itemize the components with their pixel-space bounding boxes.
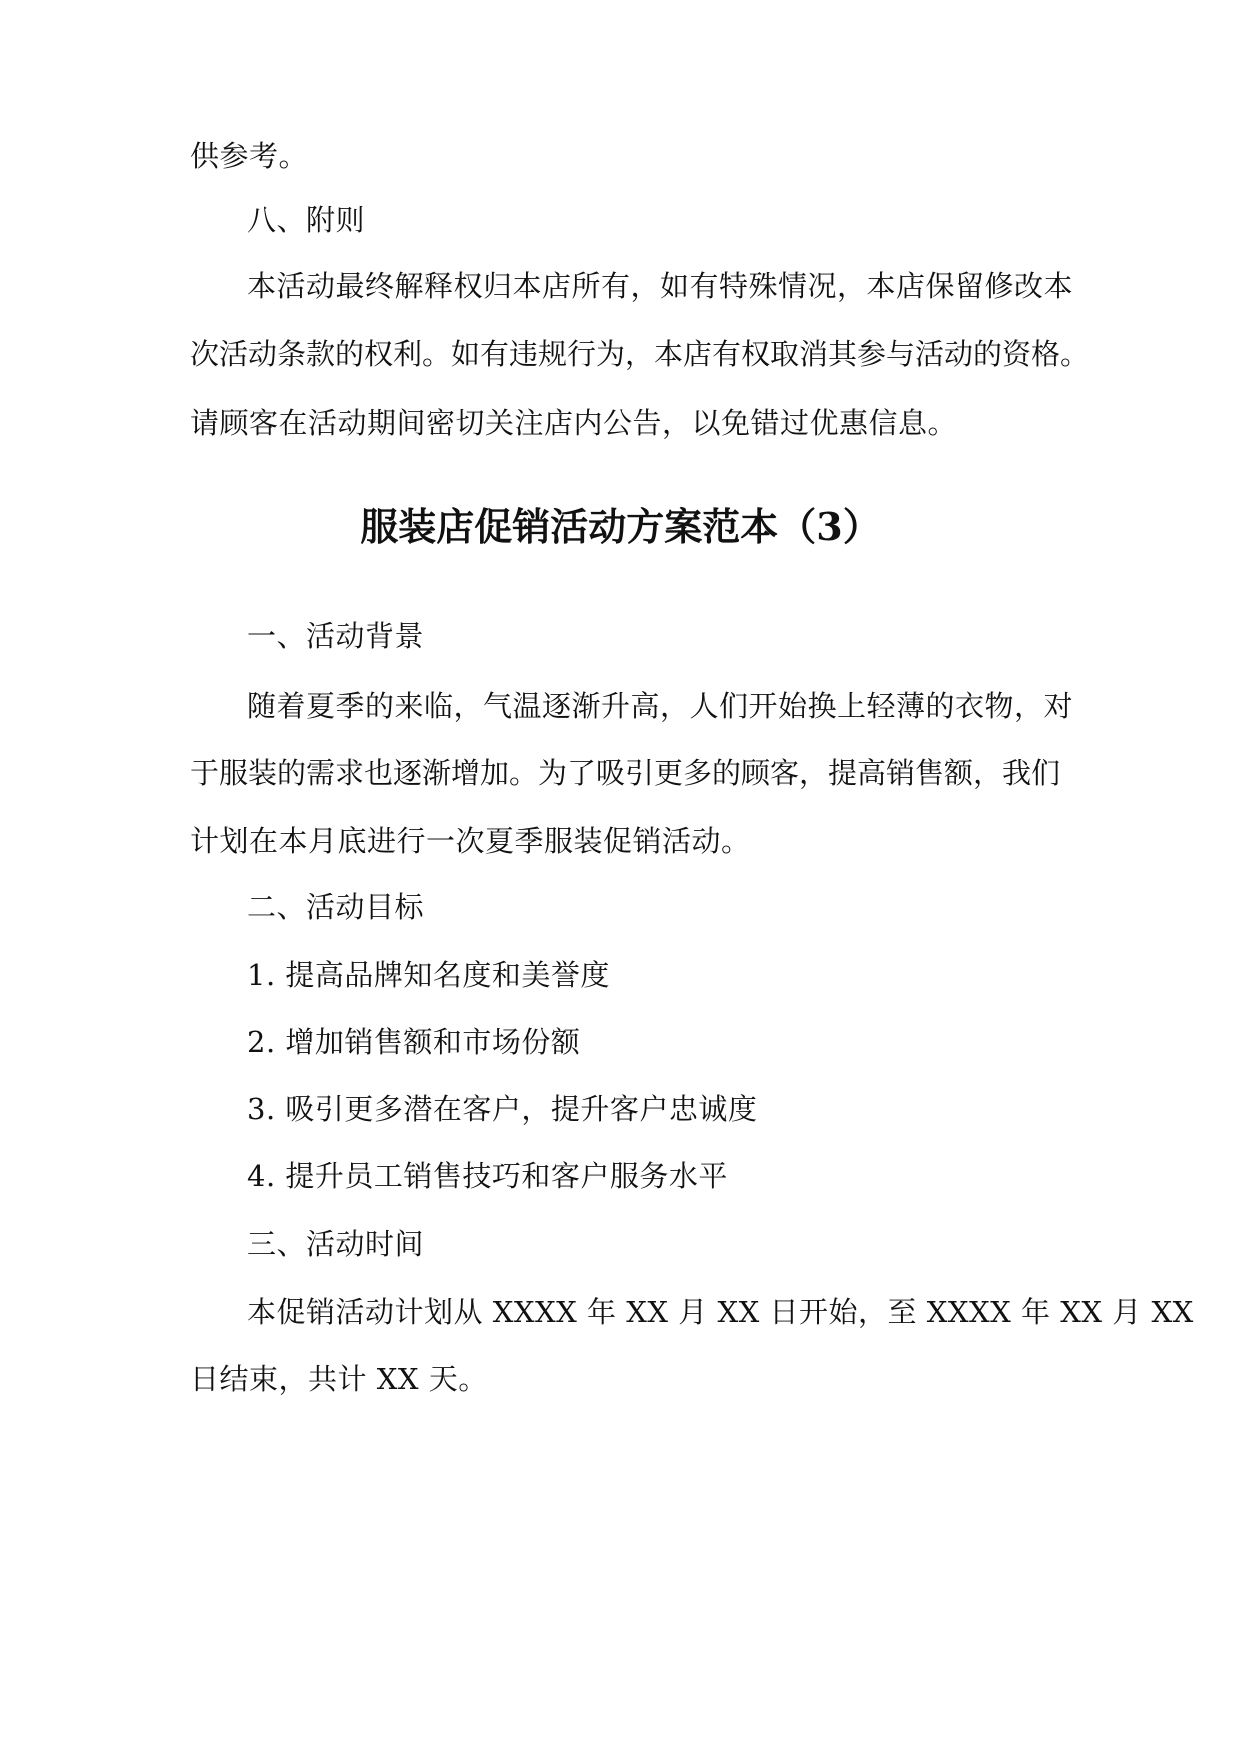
list-item: 2. 增加销售额和市场份额 [247,1025,581,1059]
paragraph-line: 本促销活动计划从 XXXX 年 XX 月 XX 日开始，至 XXXX 年 XX 月 XX [247,1295,1194,1329]
section-heading-time: 三、活动时间 [247,1227,425,1261]
list-item: 1. 提高品牌知名度和美誉度 [247,958,610,992]
list-item: 4. 提升员工销售技巧和客户服务水平 [247,1159,728,1193]
document-title: 服装店促销活动方案范本（3） [360,504,881,549]
paragraph-line: 于服装的需求也逐渐增加。为了吸引更多的顾客，提高销售额，我们 [190,756,1061,790]
list-item: 3. 吸引更多潜在客户，提升客户忠诚度 [247,1092,758,1126]
paragraph-line: 本活动最终解释权归本店所有，如有特殊情况，本店保留修改本 [247,269,1074,303]
section-heading-appendix: 八、附则 [247,203,366,237]
continued-text: 供参考。 [190,139,309,173]
paragraph-line: 随着夏季的来临，气温逐渐升高，人们开始换上轻薄的衣物，对 [247,689,1074,723]
paragraph-line: 请顾客在活动期间密切关注店内公告，以免错过优惠信息。 [190,406,958,440]
paragraph-line: 日结束，共计 XX 天。 [190,1362,488,1396]
section-heading-background: 一、活动背景 [247,619,425,653]
paragraph-line: 计划在本月底进行一次夏季服装促销活动。 [190,824,751,858]
paragraph-line: 次活动条款的权利。如有违规行为，本店有权取消其参与活动的资格。 [190,337,1090,371]
section-heading-goals: 二、活动目标 [247,890,425,924]
